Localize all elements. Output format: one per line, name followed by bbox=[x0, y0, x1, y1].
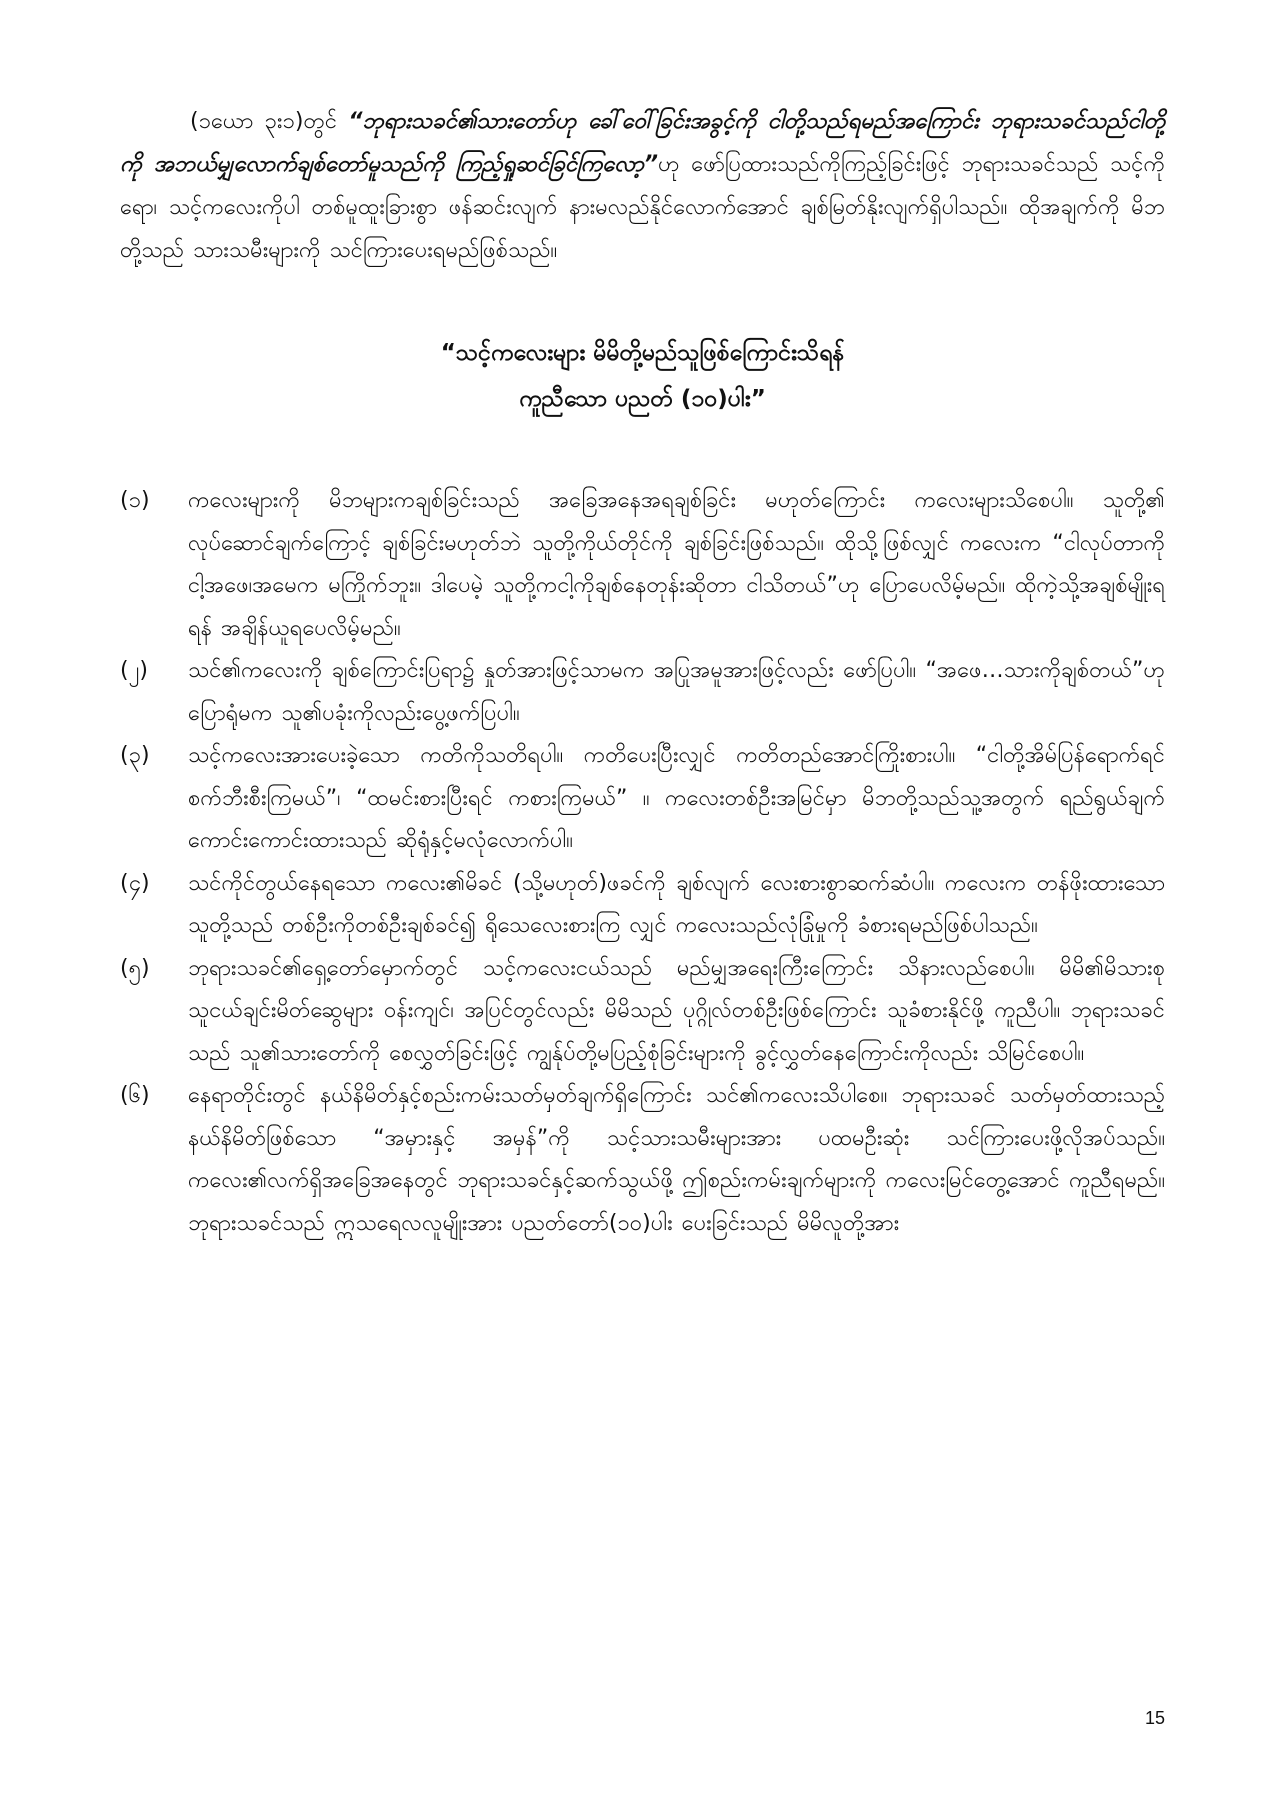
item-text: ဘုရားသခင်၏ရှေ့တော်မှောက်တွင် သင့်ကလေးငယ်သည် မည်မျှအရေးကြီးကြောင်း သိနားလည်စေပါ။ မိမိ၏မိသားစု သူငယ်ချင်းမိတ်ဆွေများ ဝန်းကျင်၊ အပြင်တွင်လည်း မိမိသည် ပုဂ္ဂိုလ်တစ်ဦးဖြစ်ကြောင်း သူခံစားနိုင်ဖို့ ကူညီပါ။ ဘုရားသခင်သည် သူ၏သားတော်ကို စေလွှတ်ခြင်းဖြင့် ကျွန်ုပ်တို့မပြည့်စုံခြင်းများကို ခွင့်လွှတ်နေကြောင်းကိုလည်း သိမြင်စေပါ။ bbox=[188, 955, 1165, 1066]
item-text: နေရာတိုင်းတွင် နယ်နိမိတ်နှင့်စည်းကမ်းသတ်မှတ်ချက်ရှိကြောင်း သင်၏ကလေးသိပါစေ။ ဘုရားသခင် သတ်မှတ်ထားသည့် နယ်နိမိတ်ဖြစ်သော “အမှားနှင့် အမှန်”ကို သင့်သားသမီးများအား ပထမဦးဆုံး သင်ကြားပေးဖို့လိုအပ်သည်။ ကလေး၏လက်ရှိအခြေအနေတွင် ဘုရားသခင်နှင့်ဆက်သွယ်ဖို့ ဤစည်းကမ်းချက်များကို ကလေးမြင်တွေ့အောင် ကူညီရမည်။ ဘုရားသခင်သည် ဣသရေလလူမျိုးအား ပညတ်တော်(၁၀)ပါး ပေးခြင်းသည် မိမိလူတို့အား bbox=[188, 1083, 1165, 1236]
list-item bbox=[120, 1075, 1165, 1245]
item-text: သင်ကိုင်တွယ်နေရသော ကလေး၏မိခင် (သို့မဟုတ်)ဖခင်ကို ချစ်လျက် လေးစားစွာဆက်ဆံပါ။ ကလေးက တန်ဖိုးထားသောသူတို့သည် တစ်ဦးကိုတစ်ဦးချစ်ခင်၍ ရိုသေလေးစားကြ လျှင် ကလေးသည်လုံခြုံမှုကို ခံစားရမည်ဖြစ်ပါသည်။ bbox=[188, 870, 1165, 938]
heading-line-1: “သင့်ကလေးများ မိမိတို့မည်သူဖြစ်ကြောင်းသိရန် bbox=[440, 340, 845, 366]
list-item bbox=[120, 735, 1165, 863]
page-number: 15 bbox=[1144, 1708, 1165, 1728]
item-text: သင်၏ကလေးကို ချစ်ကြောင်းပြရာ၌ နှုတ်အားဖြင့်သာမက အပြုအမူအားဖြင့်လည်း ဖော်ပြပါ။ “အဖေ…သားကိုချစ်တယ်”ဟု ပြောရုံမက သူ၏ပခုံးကိုလည်းပွေ့ဖက်ပြပါ။ bbox=[188, 658, 1165, 726]
section-heading bbox=[120, 330, 1165, 422]
item-number: (၆) bbox=[120, 1083, 150, 1108]
item-number: (၄) bbox=[120, 870, 150, 896]
item-number: (၅) bbox=[120, 955, 150, 981]
intro-reference: (၁ယော ၃း၁)တွင် bbox=[190, 109, 338, 134]
intro-quote: “ဘုရားသခင်၏သားတော်ဟု ခေါ်ဝေါ်ခြင်းအခွင့်ကို ငါတို့သည်ရမည်အကြောင်း ဘုရားသခင်သည်ငါတို့ကို အဘယ်မျှလောက်ချစ်တော်မူသည်ကို ကြည့်ရှုဆင်ခြင်ကြလော့” bbox=[120, 109, 1165, 177]
intro-paragraph bbox=[120, 100, 1165, 272]
item-number: (၁) bbox=[120, 488, 150, 513]
item-text: ကလေးများကို မိဘများကချစ်ခြင်းသည် အခြေအနေအရချစ်ခြင်း မဟုတ်ကြောင်း ကလေးများသိစေပါ။ သူတို့၏ လုပ်ဆောင်ချက်ကြောင့် ချစ်ခြင်းမဟုတ်ဘဲ သူတို့ကိုယ်တိုင်ကို ချစ်ခြင်းဖြစ်သည်။ ထိုသို့ဖြစ်လျှင် ကလေးက “ငါလုပ်တာကို ငါ့အဖေ၊အမေက မကြိုက်ဘူး။ ဒါပေမဲ့ သူတို့ကငါ့ကိုချစ်နေတုန်းဆိုတာ ငါသိတယ်”ဟု ပြောပေလိမ့်မည်။ ထိုကဲ့သို့အချစ်မျိုးရရန် အချိန်ယူရပေလိမ့်မည်။ bbox=[188, 488, 1165, 641]
heading-line-2: ကူညီသော ပညတ် (၁၀)ပါး” bbox=[519, 386, 766, 412]
intro-body: ဟု ဖော်ပြထားသည်ကိုကြည့်ခြင်းဖြင့် ဘုရားသခင်သည် သင့်ကိုရော၊ သင့်ကလေးကိုပါ တစ်မူထူးခြားစွာ ဖန်ဆင်းလျက် နားမလည်နိုင်လောက်အောင် ချစ်မြတ်နိုးလျက်ရှိပါသည်။ ထိုအချက်ကို မိဘတို့သည် သားသမီးများကို သင်ကြားပေးရမည်ဖြစ်သည်။ bbox=[120, 152, 1165, 263]
list-item bbox=[120, 948, 1165, 1076]
item-number: (၂) bbox=[120, 658, 148, 683]
list-item bbox=[120, 480, 1165, 650]
list-item bbox=[120, 863, 1165, 948]
commandments-list bbox=[120, 480, 1165, 1245]
list-item bbox=[120, 650, 1165, 735]
item-number: (၃) bbox=[120, 743, 150, 768]
item-text: သင့်ကလေးအားပေးခဲ့သော ကတိကိုသတိရပါ။ ကတိပေးပြီးလျှင် ကတိတည်အောင်ကြိုးစားပါ။ “ငါတို့အိမ်ပြန်ရောက်ရင် စက်ဘီးစီးကြမယ်”၊ “ထမင်းစားပြီးရင် ကစားကြမယ်” ။ ကလေးတစ်ဦးအမြင်မှာ မိဘတို့သည်သူ့အတွက် ရည်ရွယ်ချက်ကောင်းကောင်းထားသည် ဆိုရုံနှင့်မလုံလောက်ပါ။ bbox=[188, 743, 1165, 853]
